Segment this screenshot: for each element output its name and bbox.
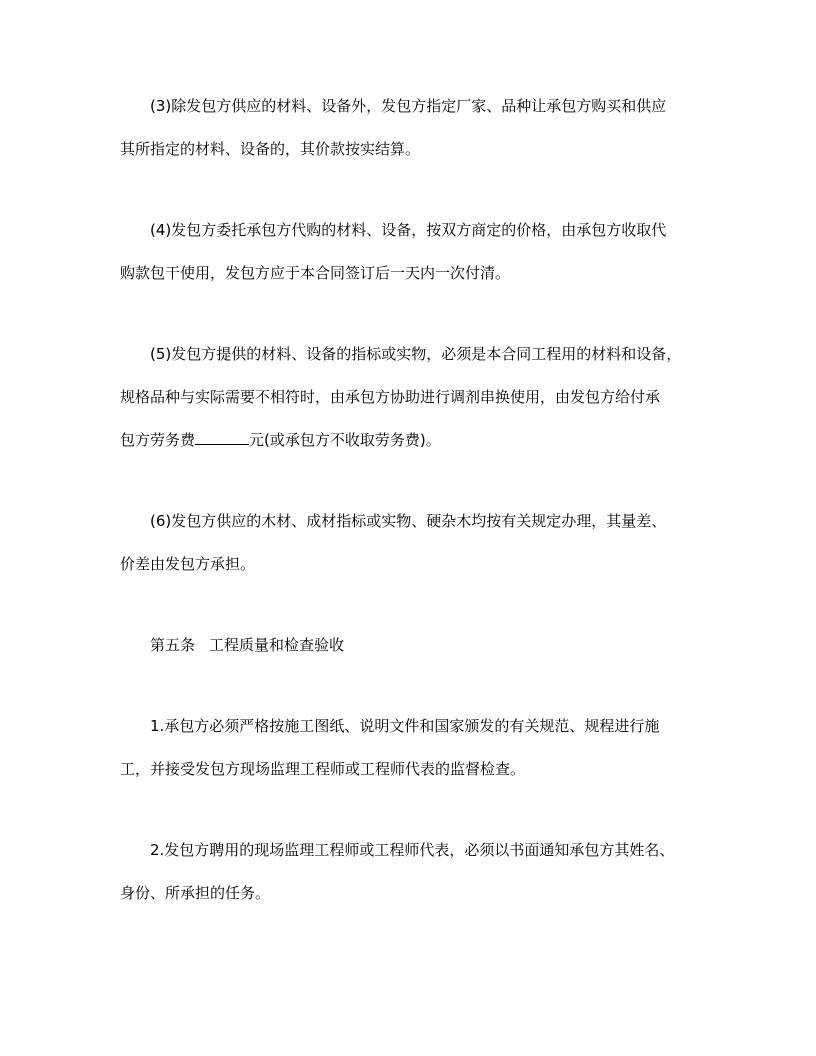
labor-fee-label: 包方劳务费: [120, 431, 196, 449]
paragraph-5-line-2: 规格品种与实际需要不相符时，由承包方协助进行调剂串换使用，由发包方给付承: [120, 388, 661, 406]
paragraph-5-line-1: (5)发包方提供的材料、设备的指标或实物，必须是本合同工程用的材料和设备，: [150, 345, 682, 363]
labor-fee-blank: [195, 430, 249, 445]
paragraph-5-line-3: [120, 430, 720, 450]
paragraph-6-line-2: 价差由发包方承担。: [120, 555, 256, 573]
item-2-line-1: 2.发包方聘用的现场监理工程师或工程师代表，必须以书面通知承包方其姓名、: [150, 841, 675, 859]
paragraph-3-line-1: (3)除发包方供应的材料、设备外，发包方指定厂家、品种让承包方购买和供应: [150, 97, 667, 115]
paragraph-4-line-2: 购款包干使用，发包方应于本合同签订后一天内一次付清。: [120, 264, 511, 282]
labor-fee-suffix: 元(或承包方不收取劳务费)。: [249, 431, 441, 449]
article-5-heading: [150, 635, 750, 655]
paragraph-3-line-2: 其所指定的材料、设备的，其价款按实结算。: [120, 140, 421, 158]
item-1-line-2: 工，并接受发包方现场监理工程师或工程师代表的监督检查。: [120, 760, 526, 778]
article-5-title: 工程质量和检查验收: [209, 636, 345, 654]
item-1-line-1: 1.承包方必须严格按施工图纸、说明文件和国家颁发的有关规范、规程进行施: [150, 717, 660, 735]
paragraph-6-line-1: (6)发包方供应的木材、成材指标或实物、硬杂木均按有关规定办理，其量差、: [150, 512, 667, 530]
article-5-number: 第五条: [150, 636, 196, 654]
paragraph-4-line-1: (4)发包方委托承包方代购的材料、设备，按双方商定的价格，由承包方收取代: [150, 221, 667, 239]
item-2-line-2: 身份、所承担的任务。: [120, 884, 271, 902]
